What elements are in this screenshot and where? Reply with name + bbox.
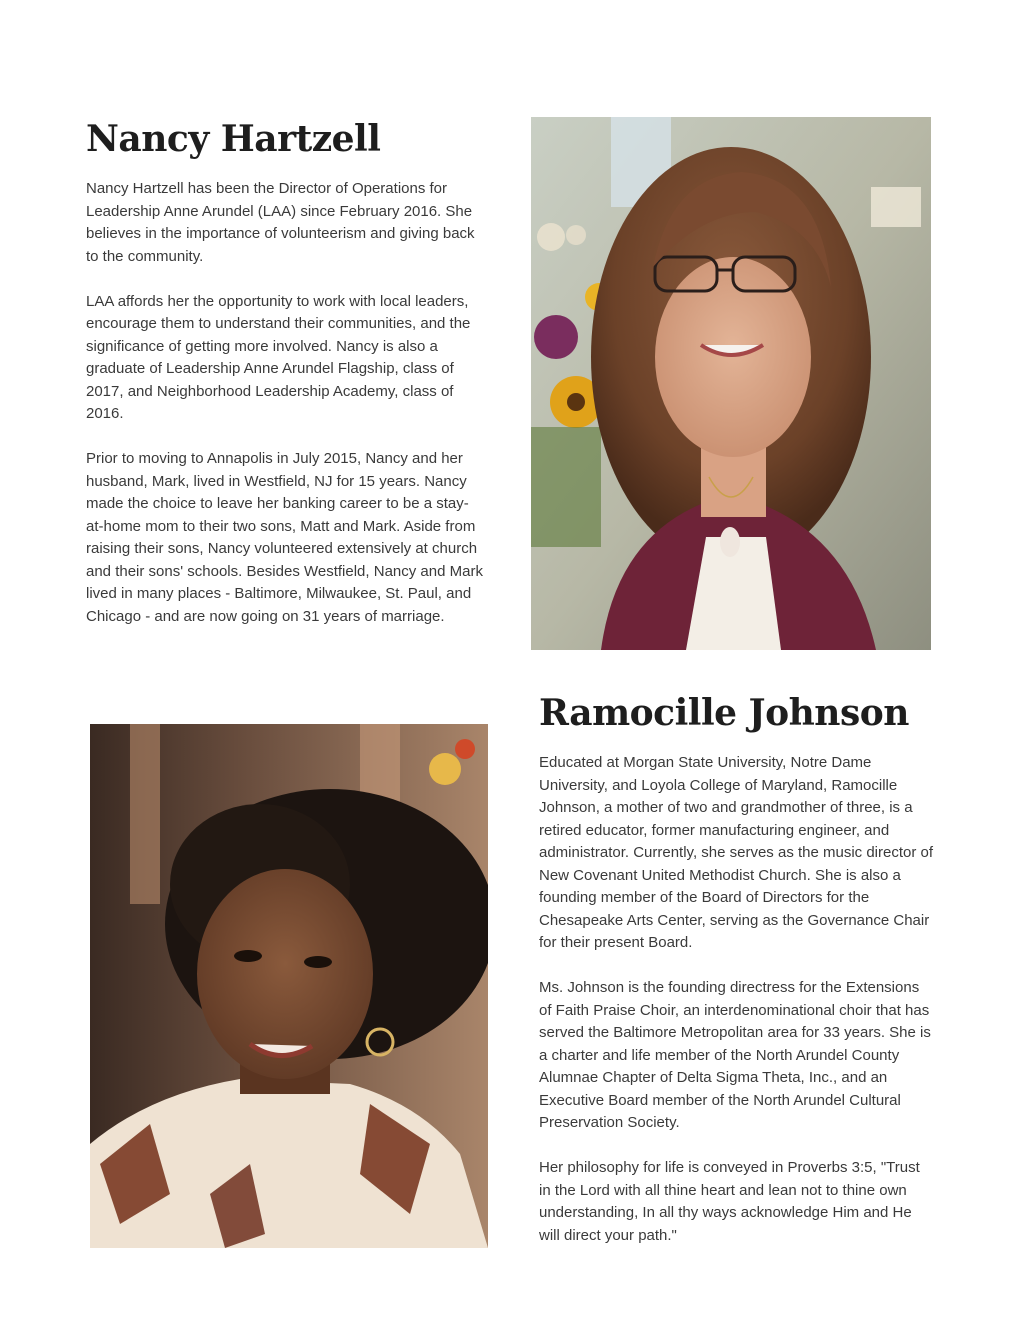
- bio-paragraph: Prior to moving to Annapolis in July 2015, Nancy and her husband, Mark, lived in Westfield, NJ for 15 years. Nancy made the choice to leave her banking career to be a stay-at-home mom to their two sons, Matt and Mark. Aside from raising their sons, Nancy volunteered extensively at church and their sons' schools. Besides Westfield, Nancy and Mark lived in many places - Baltimore, Milwaukee, St. Paul, and Chicago - and are now going on 31 years of marriage.: [86, 450, 483, 625]
- portrait-photo-ramocille-johnson: [90, 724, 488, 1248]
- profile-bio-ramocille-johnson: [539, 752, 934, 1247]
- profile-name-ramocille-johnson: Ramocille Johnson: [539, 692, 909, 734]
- profile-bio-nancy-hartzell: [86, 178, 486, 628]
- bio-paragraph: Her philosophy for life is conveyed in Proverbs 3:5, "Trust in the Lord with all thine heart and lean not to thine own understanding, In all thy ways acknowledge Him and He will direct your path.": [539, 1159, 920, 1244]
- portrait-photo-nancy-hartzell: [531, 117, 931, 650]
- bio-paragraph: Educated at Morgan State University, Notre Dame University, and Loyola College of Maryland, Ramocille Johnson, a mother of two and grandmother of three, is a retired educator, former manufacturing engineer, and administrator. Currently, she serves as the music director of New Covenant United Methodist Church. She is also a founding member of the Board of Directors for the Chesapeake Arts Center, serving as the Governance Chair for their present Board.: [539, 754, 934, 951]
- profile-name-nancy-hartzell: Nancy Hartzell: [86, 118, 381, 160]
- bio-paragraph: Ms. Johnson is the founding directress for the Extensions of Faith Praise Choir, an interdenominational choir that has served the Baltimore Metropolitan area for 33 years. She is a charter and life member of the North Arundel County Alumnae Chapter of Delta Sigma Theta, Inc., and an Executive Board member of the North Arundel Cultural Preservation Society.: [539, 979, 931, 1131]
- bio-paragraph: Nancy Hartzell has been the Director of Operations for Leadership Anne Arundel (LAA) since February 2016. She believes in the importance of volunteerism and giving back to the community.: [86, 180, 475, 265]
- bio-paragraph: LAA affords her the opportunity to work with local leaders, encourage them to understand their communities, and the significance of getting more involved. Nancy is also a graduate of Leadership Anne Arundel Flagship, class of 2017, and Neighborhood Leadership Academy, class of 2016.: [86, 292, 471, 422]
